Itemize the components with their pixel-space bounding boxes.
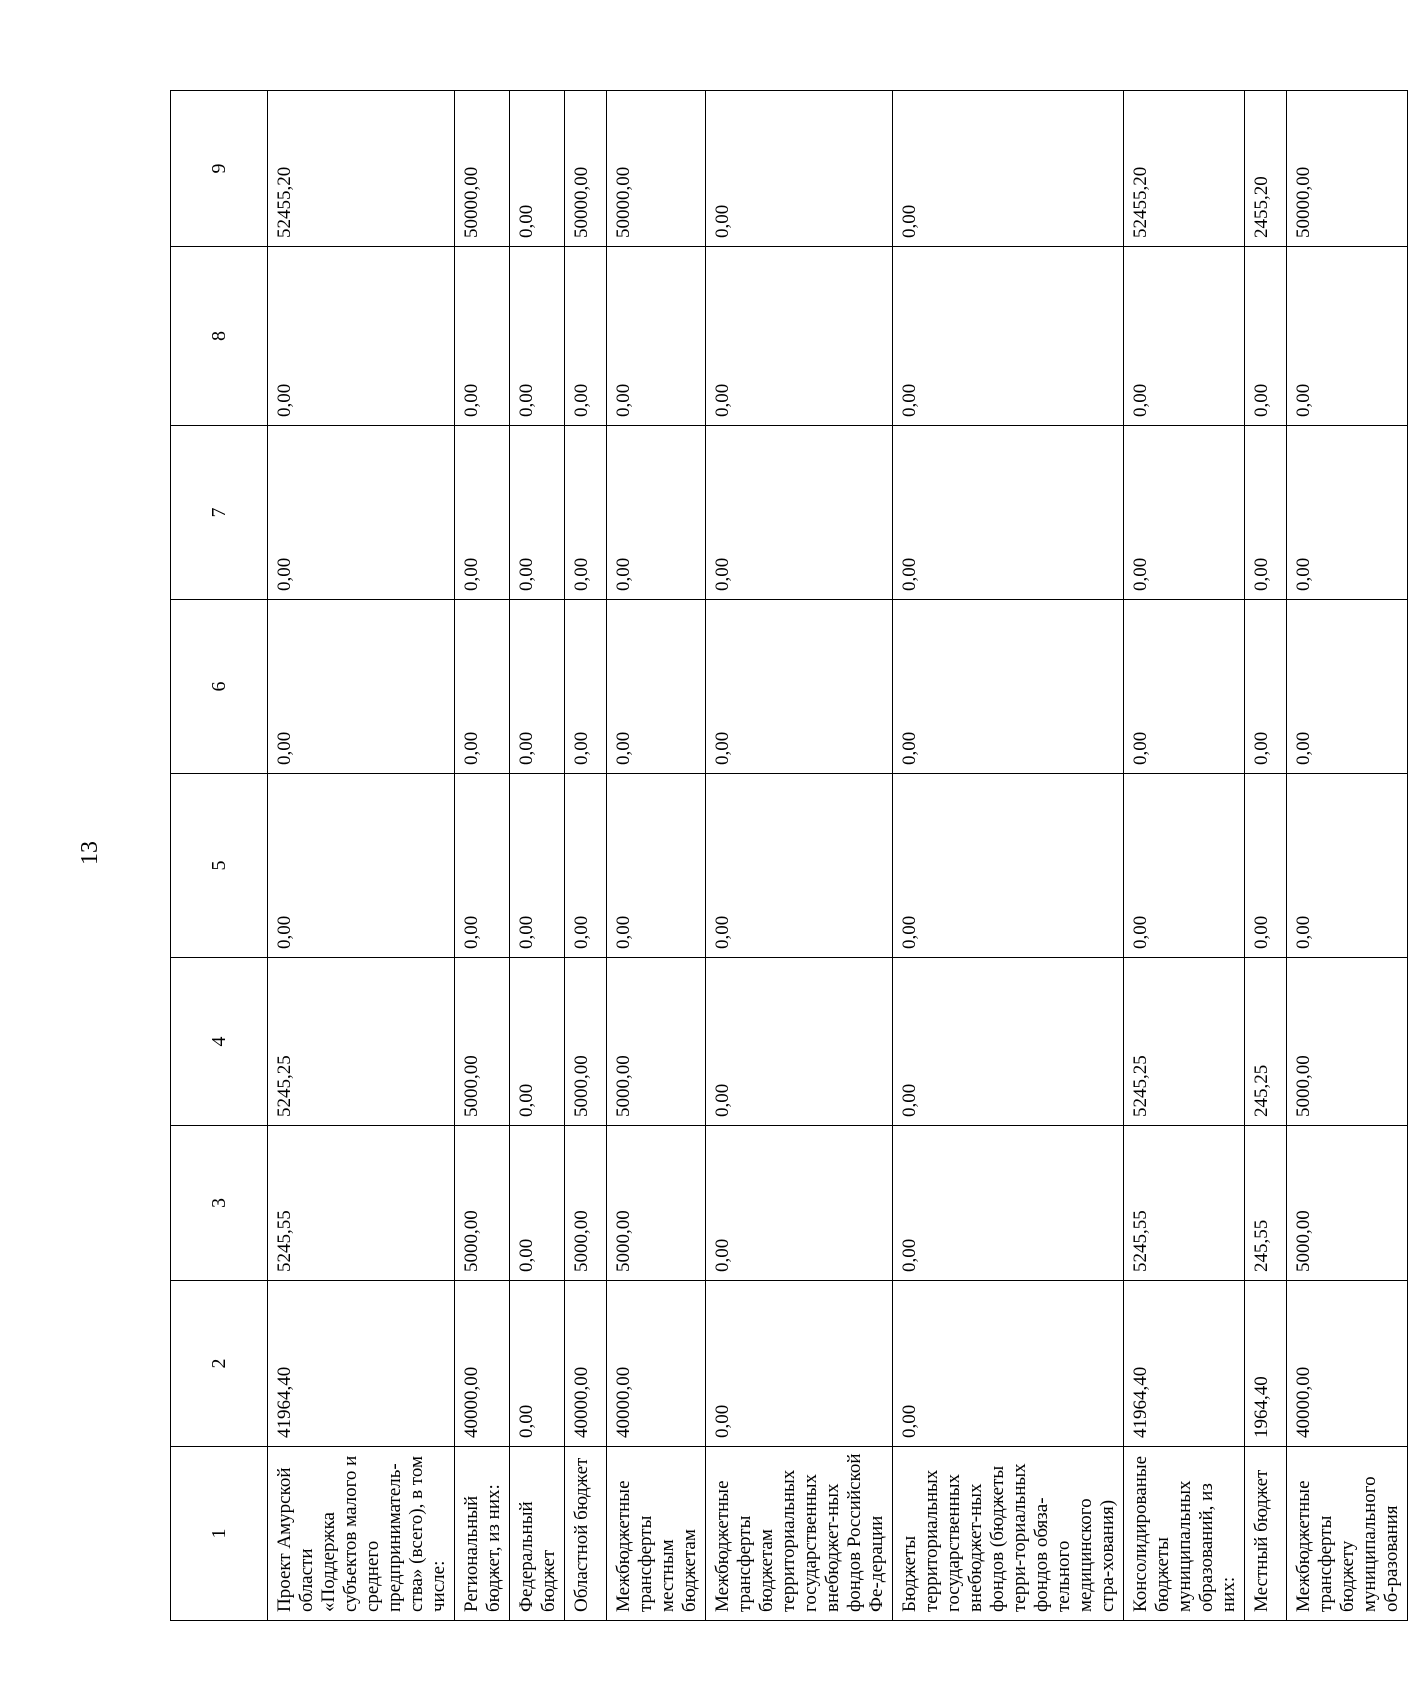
cell-value: 5000,00 <box>565 958 607 1126</box>
cell-value: 0,00 <box>893 774 1124 958</box>
cell-value: 0,00 <box>1287 426 1408 600</box>
cell-value: 0,00 <box>607 774 706 958</box>
cell-value: 50000,00 <box>1287 91 1408 247</box>
column-header: 2 <box>171 1281 268 1447</box>
cell-value: 5000,00 <box>1287 958 1408 1126</box>
row-label: Региональный бюджет, из них: <box>455 1447 510 1621</box>
cell-value: 0,00 <box>1287 247 1408 426</box>
cell-value: 5245,55 <box>1124 1126 1245 1281</box>
cell-value: 0,00 <box>706 600 893 774</box>
cell-value: 50000,00 <box>607 91 706 247</box>
cell-value: 5245,25 <box>1124 958 1245 1126</box>
row-label: Проект Амурской области «Поддержка субъектов малого и среднего предприниматель-ства» (всего), в том числе: <box>268 1447 455 1621</box>
cell-value: 0,00 <box>510 600 565 774</box>
cell-value: 0,00 <box>607 426 706 600</box>
cell-value: 2455,20 <box>1245 91 1287 247</box>
cell-value: 0,00 <box>510 247 565 426</box>
cell-value: 0,00 <box>1124 247 1245 426</box>
cell-value: 0,00 <box>893 600 1124 774</box>
budget-table-rotated <box>170 91 1402 1621</box>
cell-value: 0,00 <box>1124 600 1245 774</box>
cell-value: 5000,00 <box>455 1126 510 1281</box>
row-label: Местный бюджет <box>1245 1447 1287 1621</box>
cell-value: 40000,00 <box>1287 1281 1408 1447</box>
cell-value: 0,00 <box>455 426 510 600</box>
cell-value: 50000,00 <box>455 91 510 247</box>
table-row <box>607 91 706 1621</box>
cell-value: 0,00 <box>268 247 455 426</box>
cell-value: 0,00 <box>706 958 893 1126</box>
column-header: 8 <box>171 247 268 426</box>
table-row <box>1124 91 1245 1621</box>
cell-value: 0,00 <box>455 600 510 774</box>
cell-value: 52455,20 <box>268 91 455 247</box>
cell-value: 0,00 <box>893 247 1124 426</box>
cell-value: 0,00 <box>893 958 1124 1126</box>
cell-value: 0,00 <box>706 247 893 426</box>
cell-value: 0,00 <box>893 1281 1124 1447</box>
table-row <box>706 91 893 1621</box>
cell-value: 0,00 <box>1124 426 1245 600</box>
cell-value: 245,55 <box>1245 1126 1287 1281</box>
cell-value: 0,00 <box>607 247 706 426</box>
cell-value: 5000,00 <box>1287 1126 1408 1281</box>
table-row <box>565 91 607 1621</box>
cell-value: 0,00 <box>510 1281 565 1447</box>
cell-value: 0,00 <box>565 247 607 426</box>
cell-value: 0,00 <box>706 1126 893 1281</box>
cell-value: 0,00 <box>510 91 565 247</box>
cell-value: 52455,20 <box>1124 91 1245 247</box>
cell-value: 0,00 <box>510 426 565 600</box>
cell-value: 40000,00 <box>565 1281 607 1447</box>
table-row <box>268 91 455 1621</box>
row-label: Консолидированые бюджеты муниципальных образований, из них: <box>1124 1447 1245 1621</box>
cell-value: 5000,00 <box>607 958 706 1126</box>
cell-value: 0,00 <box>1124 774 1245 958</box>
cell-value: 0,00 <box>268 600 455 774</box>
cell-value: 0,00 <box>565 774 607 958</box>
column-header: 5 <box>171 774 268 958</box>
cell-value: 0,00 <box>455 774 510 958</box>
cell-value: 0,00 <box>706 774 893 958</box>
table-row <box>510 91 565 1621</box>
row-label: Бюджеты территориальных государственных внебюджет-ных фондов (бюджеты терри-ториальных фондов обяза-тельного медицинского стра-хования) <box>893 1447 1124 1621</box>
cell-value: 0,00 <box>607 600 706 774</box>
cell-value: 0,00 <box>1287 774 1408 958</box>
column-header: 7 <box>171 426 268 600</box>
header-row <box>171 91 268 1621</box>
table-row <box>455 91 510 1621</box>
cell-value: 245,25 <box>1245 958 1287 1126</box>
cell-value: 0,00 <box>893 1126 1124 1281</box>
cell-value: 0,00 <box>510 958 565 1126</box>
cell-value: 50000,00 <box>565 91 607 247</box>
cell-value: 0,00 <box>1245 426 1287 600</box>
column-header: 4 <box>171 958 268 1126</box>
cell-value: 5245,55 <box>268 1126 455 1281</box>
cell-value: 0,00 <box>893 426 1124 600</box>
cell-value: 0,00 <box>1287 600 1408 774</box>
cell-value: 1964,40 <box>1245 1281 1287 1447</box>
cell-value: 0,00 <box>565 600 607 774</box>
cell-value: 0,00 <box>706 1281 893 1447</box>
table-row <box>1287 91 1408 1621</box>
table-row <box>893 91 1124 1621</box>
cell-value: 40000,00 <box>607 1281 706 1447</box>
column-header: 1 <box>171 1447 268 1621</box>
column-header: 6 <box>171 600 268 774</box>
cell-value: 0,00 <box>510 774 565 958</box>
row-label: Областной бюджет <box>565 1447 607 1621</box>
cell-value: 0,00 <box>510 1126 565 1281</box>
cell-value: 41964,40 <box>268 1281 455 1447</box>
cell-value: 0,00 <box>1245 247 1287 426</box>
cell-value: 5000,00 <box>565 1126 607 1281</box>
cell-value: 0,00 <box>565 426 607 600</box>
page-number: 13 <box>77 841 103 865</box>
row-label: Межбюджетные трансферты местным бюджетам <box>607 1447 706 1621</box>
cell-value: 0,00 <box>268 774 455 958</box>
column-header: 3 <box>171 1126 268 1281</box>
cell-value: 5000,00 <box>607 1126 706 1281</box>
cell-value: 0,00 <box>706 91 893 247</box>
row-label: Межбюджетные трансферты бюджетам территориальных государственных внебюджет-ных фондов Российской Фе-дерации <box>706 1447 893 1621</box>
cell-value: 0,00 <box>706 426 893 600</box>
row-label: Федеральный бюджет <box>510 1447 565 1621</box>
cell-value: 0,00 <box>1245 774 1287 958</box>
cell-value: 41964,40 <box>1124 1281 1245 1447</box>
cell-value: 40000,00 <box>455 1281 510 1447</box>
cell-value: 0,00 <box>893 91 1124 247</box>
row-label: Межбюджетные трансферты бюджету муниципального об-разования <box>1287 1447 1408 1621</box>
cell-value: 0,00 <box>268 426 455 600</box>
column-header: 9 <box>171 91 268 247</box>
cell-value: 5245,25 <box>268 958 455 1126</box>
cell-value: 0,00 <box>455 247 510 426</box>
table-row <box>1245 91 1287 1621</box>
cell-value: 5000,00 <box>455 958 510 1126</box>
cell-value: 0,00 <box>1245 600 1287 774</box>
budget-table <box>170 90 1408 1621</box>
